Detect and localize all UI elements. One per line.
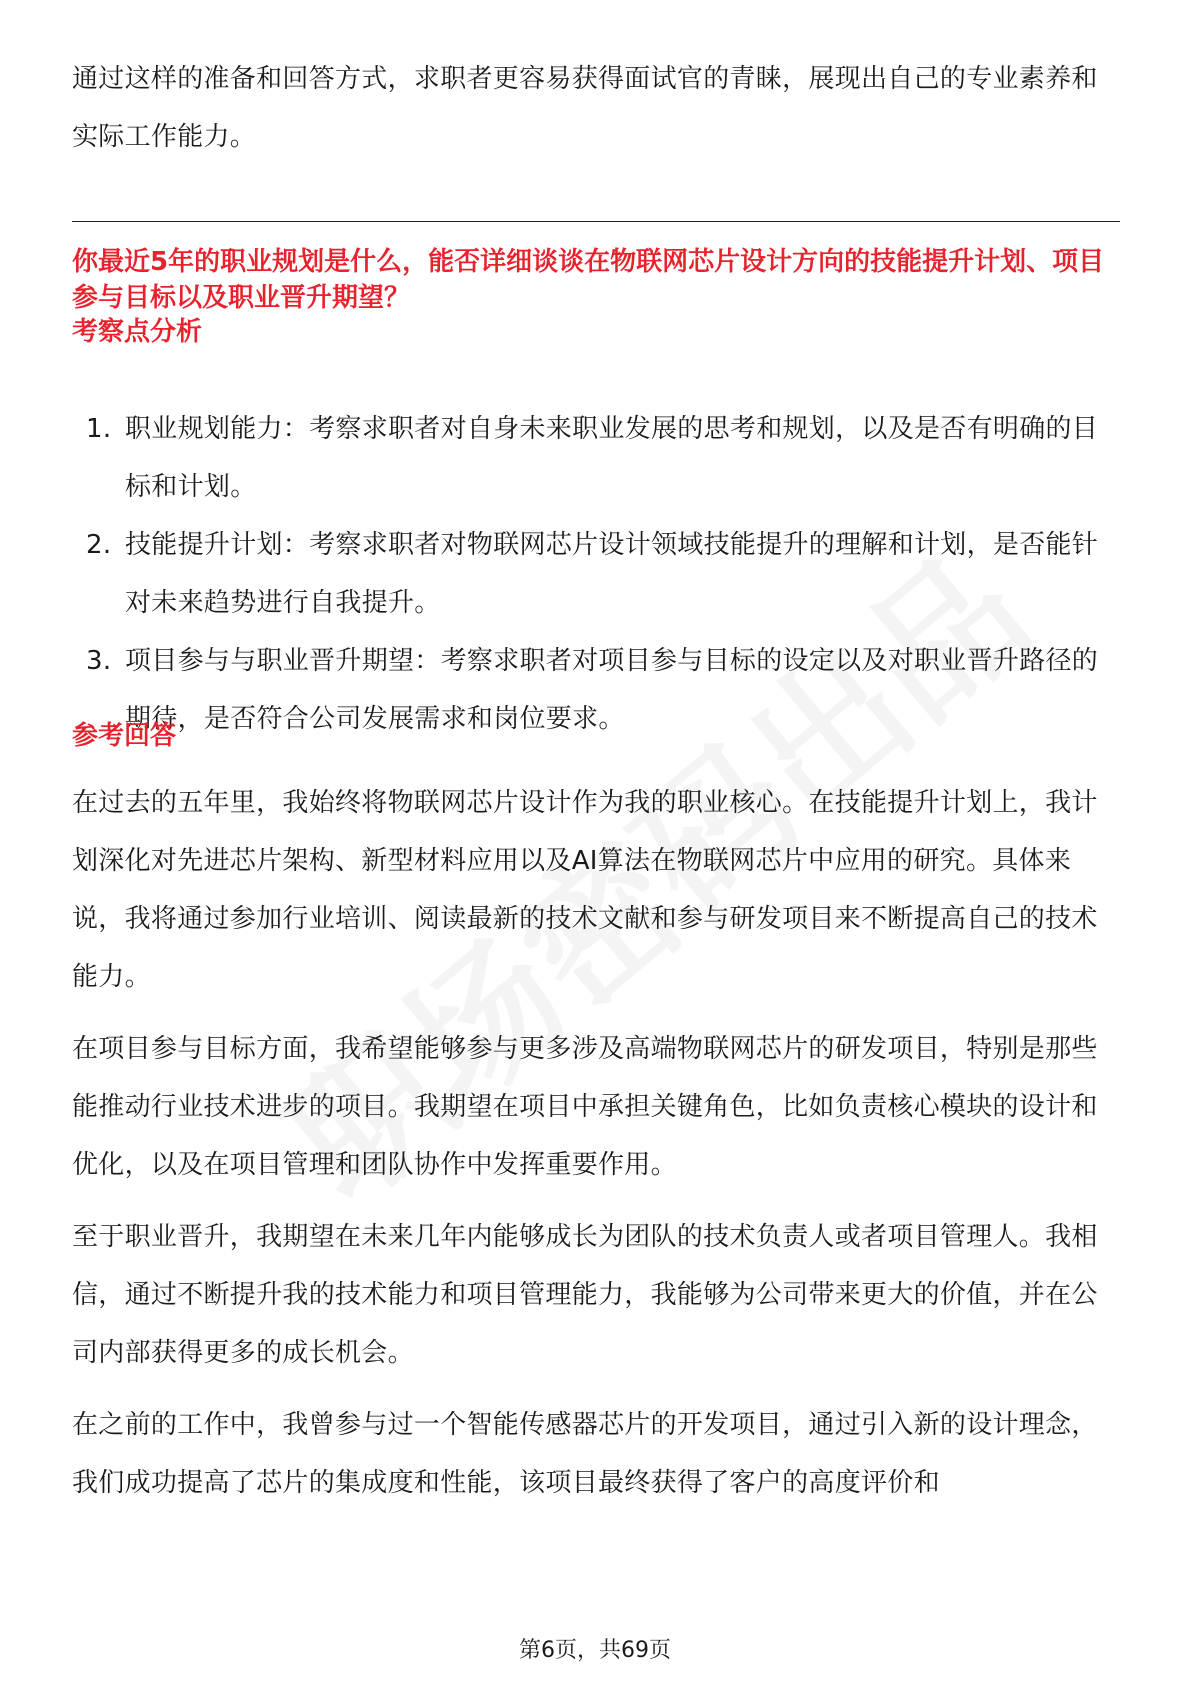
- question-title: 你最近5年的职业规划是什么，能否详细谈谈在物联网芯片设计方向的技能提升计划、项目参与目标以及职业晋升期望？: [72, 247, 1105, 313]
- answer-paragraph: 至于职业晋升，我期望在未来几年内能够成长为团队的技术负责人或者项目管理人。我相信，通过不断提升我的技术能力和项目管理能力，我能够为公司带来更大的价值，并在公司内部获得更多的成长机会。: [72, 1222, 1098, 1368]
- list-item: [72, 516, 1120, 632]
- list-item: [72, 400, 1120, 516]
- page-number: 第6页，共69页: [519, 1638, 671, 1663]
- answer-paragraph: 在项目参与目标方面，我希望能够参与更多涉及高端物联网芯片的研发项目，特别是那些能推动行业技术进步的项目。我期望在项目中承担关键角色，比如负责核心模块的设计和优化，以及在项目管理和团队协作中发挥重要作用。: [72, 1034, 1098, 1180]
- answer-paragraph: 在过去的五年里，我始终将物联网芯片设计作为我的职业核心。在技能提升计划上，我计划深化对先进芯片架构、新型材料应用以及AI算法在物联网芯片中应用的研究。具体来说，我将通过参加行业培训、阅读最新的技术文献和参与研发项目来不断提高自己的技术能力。: [72, 788, 1098, 992]
- list-item-number: 3.: [86, 646, 112, 676]
- answer-paragraph: 在之前的工作中，我曾参与过一个智能传感器芯片的开发项目，通过引入新的设计理念，我们成功提高了芯片的集成度和性能，该项目最终获得了客户的高度评价和: [72, 1410, 1098, 1498]
- analysis-list: [72, 400, 1120, 748]
- list-item-text: 项目参与与职业晋升期望：考察求职者对项目参与目标的设定以及对职业晋升路径的期待，是否符合公司发展需求和岗位要求。: [125, 646, 1099, 734]
- analysis-heading: 考察点分析: [72, 317, 203, 347]
- list-item-text: 职业规划能力：考察求职者对自身未来职业发展的思考和规划，以及是否有明确的目标和计划。: [125, 414, 1099, 502]
- list-item-text: 技能提升计划：考察求职者对物联网芯片设计领域技能提升的理解和计划，是否能针对未来趋势进行自我提升。: [125, 530, 1099, 618]
- list-item-number: 1.: [86, 414, 112, 444]
- intro-paragraph: 通过这样的准备和回答方式，求职者更容易获得面试官的青睐，展现出自己的专业素养和实际工作能力。: [72, 64, 1098, 152]
- section-divider: [72, 221, 1120, 222]
- list-item-number: 2.: [86, 530, 112, 560]
- list-item: [72, 632, 1120, 748]
- answer-heading: 参考回答: [72, 721, 177, 751]
